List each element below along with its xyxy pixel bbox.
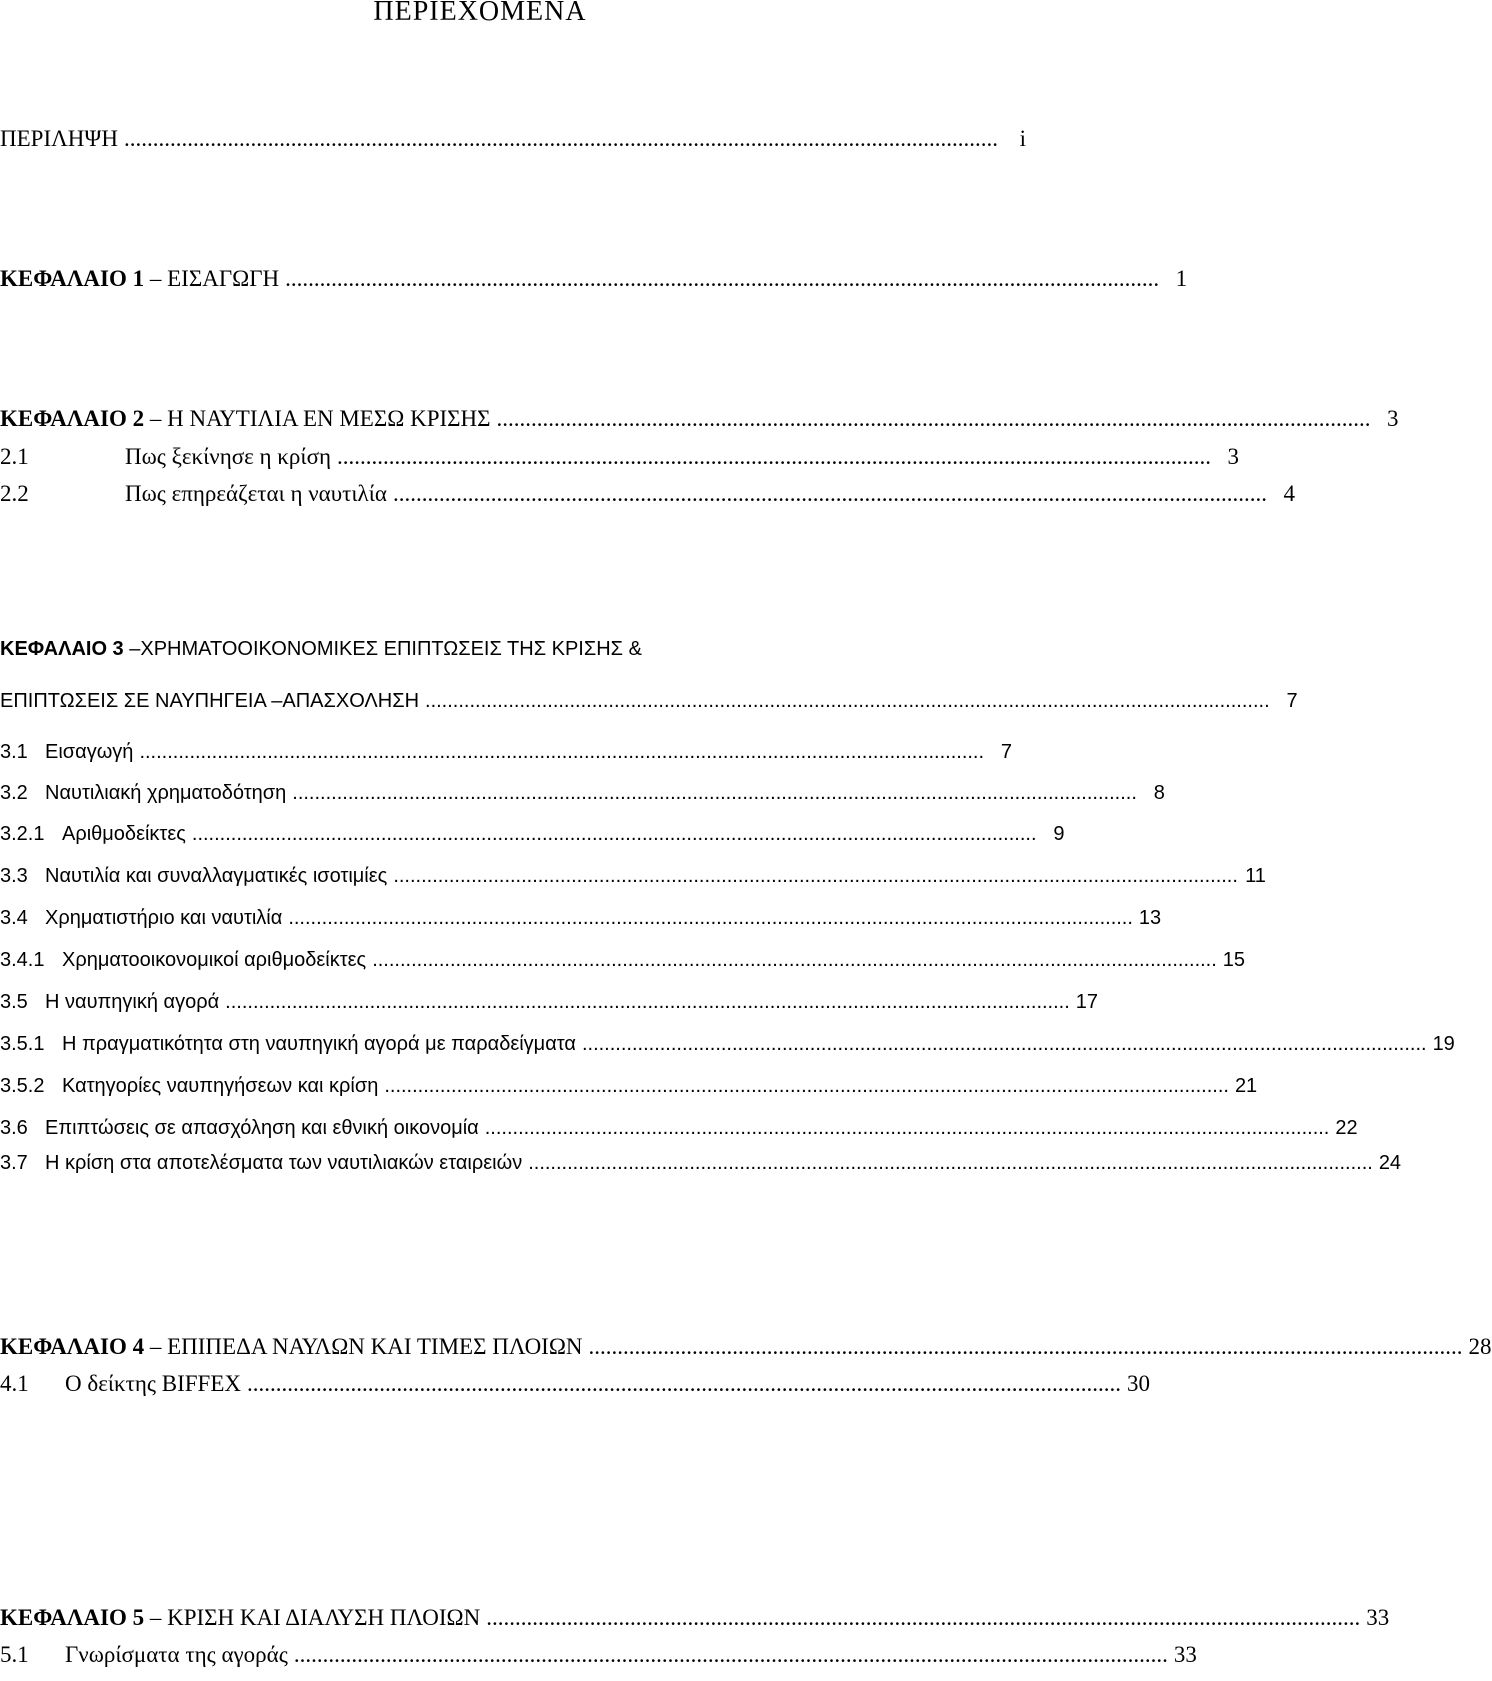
dot-leader: ........................................................................................................................................................ — [486, 1605, 1361, 1630]
dot-leader: ........................................................................................................................................................ — [588, 1334, 1463, 1359]
section-number: 3.5 — [0, 991, 28, 1013]
section-number: 3.7 — [0, 1152, 28, 1174]
dot-leader: ........................................................................................................................................................ — [191, 823, 1037, 845]
toc-page: 8 — [1153, 782, 1165, 804]
toc-entry-chapter-2[interactable] — [0, 406, 1399, 440]
toc-page: 7 — [1286, 690, 1298, 712]
toc-label — [0, 1334, 583, 1360]
toc-label: Πως ξεκίνησε η κρίση — [125, 444, 331, 469]
dot-leader: ........................................................................................................................................................ — [384, 1075, 1229, 1097]
chapter-number: ΚΕΦΑΛΑΙΟ 1 — [0, 266, 145, 291]
toc-page: 33 — [1366, 1605, 1390, 1630]
chapter-title: – ΚΡΙΣΗ ΚΑΙ ΔΙΑΛΥΣΗ ΠΛΟΙΩΝ — [144, 1605, 481, 1630]
toc-entry-chapter-1[interactable] — [0, 266, 1188, 300]
section-number: 3.3 — [0, 865, 28, 887]
toc-entry-chapter-5[interactable] — [0, 1605, 1390, 1639]
section-number: 3.1 — [0, 741, 28, 763]
toc-label — [0, 406, 491, 432]
section-number: 3.6 — [0, 1117, 28, 1139]
dot-leader: ........................................................................................................................................................ — [337, 444, 1211, 469]
toc-page: 19 — [1432, 1033, 1455, 1055]
section-number: 5.1 — [0, 1642, 29, 1667]
toc-page: i — [1019, 126, 1026, 151]
toc-entry-3-6[interactable] — [0, 1117, 1358, 1151]
toc-entry-3-4-1[interactable] — [0, 949, 1246, 983]
toc-label: Χρηματιστήριο και ναυτιλία — [45, 907, 283, 929]
toc-page: 11 — [1245, 865, 1266, 887]
dot-leader: ........................................................................................................................................................ — [496, 406, 1371, 431]
toc-label: Εισαγωγή — [45, 741, 134, 763]
toc-page: 3 — [1227, 444, 1239, 469]
toc-label: Η κρίση στα αποτελέσματα των ναυτιλιακών εταιρειών — [45, 1152, 523, 1174]
toc-page: 3 — [1387, 406, 1399, 431]
toc-page: 7 — [1000, 741, 1013, 763]
section-number: 3.2.1 — [0, 823, 45, 845]
toc-page: 24 — [1378, 1152, 1402, 1174]
toc-page: 21 — [1234, 1075, 1258, 1097]
toc-entry-2-1[interactable] — [0, 444, 1239, 478]
section-number: 3.2 — [0, 782, 28, 804]
dot-leader: ........................................................................................................................................................ — [372, 949, 1217, 971]
toc-label: Ναυτιλία και συναλλαγματικές ισοτιμίες — [45, 865, 388, 887]
toc-label: Πως επηρεάζεται η ναυτιλία — [125, 481, 387, 506]
section-number: 3.5.2 — [0, 1075, 45, 1097]
toc-page: 17 — [1075, 991, 1099, 1013]
section-number: 3.4.1 — [0, 949, 45, 971]
dot-leader: ........................................................................................................................................................ — [292, 782, 1137, 804]
chapter-number: ΚΕΦΑΛΑΙΟ 2 — [0, 406, 145, 431]
toc-entry-3-4[interactable] — [0, 907, 1162, 941]
chapter-number: ΚΕΦΑΛΑΙΟ 3 — [0, 638, 124, 660]
dot-leader: ........................................................................................................................................................ — [425, 690, 1270, 712]
dot-leader: ........................................................................................................................................................ — [484, 1117, 1330, 1139]
toc-label: ΕΠΙΠΤΩΣΕΙΣ ΣΕ ΝΑΥΠΗΓΕΙΑ –ΑΠΑΣΧΟΛΗΣΗ — [0, 690, 420, 712]
toc-label: Επιπτώσεις σε απασχόληση και εθνική οικονομία — [45, 1117, 479, 1139]
toc-label: Γνωρίσματα της αγοράς — [65, 1642, 288, 1667]
toc-entry-chapter-3-cont[interactable] — [0, 690, 1298, 724]
dot-leader: ........................................................................................................................................................ — [247, 1371, 1122, 1396]
dot-leader: ........................................................................................................................................................ — [123, 126, 998, 151]
toc-page: 4 — [1283, 481, 1295, 506]
section-number: 2.2 — [0, 481, 29, 506]
toc-label: Η πραγματικότητα στη ναυπηγική αγορά με παραδείγματα — [62, 1033, 576, 1055]
toc-entry-3-3[interactable] — [0, 865, 1266, 899]
dot-leader: ........................................................................................................................................................ — [392, 481, 1267, 506]
toc-label: ΠΕΡΙΛΗΨΗ — [0, 126, 118, 151]
chapter-title: –ΧΡΗΜΑΤΟΟΙΚΟΝΟΜΙΚΕΣ ΕΠΙΠΤΩΣΕΙΣ ΤΗΣ ΚΡΙΣΗΣ & — [123, 638, 642, 660]
dot-leader: ........................................................................................................................................................ — [293, 1642, 1168, 1667]
toc-page: 9 — [1053, 823, 1065, 845]
toc-label: Ο δείκτης BIFFEX — [65, 1371, 242, 1396]
dot-leader: ........................................................................................................................................................ — [581, 1033, 1427, 1055]
toc-label — [0, 266, 279, 292]
toc-entry-2-2[interactable] — [0, 481, 1295, 515]
dot-leader: ........................................................................................................................................................ — [393, 865, 1238, 887]
toc-entry-chapter-3[interactable] — [0, 638, 940, 672]
toc-page: 30 — [1127, 1371, 1151, 1396]
toc-entry-summary[interactable] — [0, 126, 1026, 160]
toc-label — [0, 1605, 480, 1631]
toc-page: 33 — [1173, 1642, 1197, 1667]
toc-label: Η ναυπηγική αγορά — [45, 991, 220, 1013]
toc-entry-3-5-1[interactable] — [0, 1033, 1455, 1067]
toc-page: 15 — [1222, 949, 1246, 971]
toc-page: 28 — [1468, 1334, 1492, 1359]
dot-leader: ........................................................................................................................................................ — [225, 991, 1070, 1013]
chapter-title: – Η ΝΑΥΤΙΛΙΑ ΕΝ ΜΕΣΩ ΚΡΙΣΗΣ — [144, 406, 491, 431]
toc-label: Αριθμοδείκτες — [62, 823, 186, 845]
section-number: 3.5.1 — [0, 1033, 45, 1055]
section-number: 3.4 — [0, 907, 28, 929]
chapter-title: – ΕΙΣΑΓΩΓΗ — [144, 266, 280, 291]
page-title: ΠΕΡΙΕΧΟΜΕΝΑ — [373, 0, 587, 27]
toc-entry-4-1[interactable] — [0, 1371, 1151, 1405]
toc-entry-3-7[interactable] — [0, 1152, 1402, 1186]
toc-label — [0, 638, 642, 661]
chapter-number: ΚΕΦΑΛΑΙΟ 5 — [0, 1605, 145, 1630]
toc-label: Ναυτιλιακή χρηματοδότηση — [45, 782, 287, 804]
toc-page: 22 — [1335, 1117, 1358, 1139]
toc-label: Κατηγορίες ναυπηγήσεων και κρίση — [62, 1075, 379, 1097]
dot-leader: ........................................................................................................................................................ — [528, 1152, 1373, 1174]
chapter-number: ΚΕΦΑΛΑΙΟ 4 — [0, 1334, 145, 1359]
toc-entry-chapter-4[interactable] — [0, 1334, 1492, 1368]
chapter-title: – ΕΠΙΠΕΔΑ ΝΑΥΛΩΝ ΚΑΙ ΤΙΜΕΣ ΠΛΟΙΩΝ — [144, 1334, 583, 1359]
toc-entry-5-1[interactable] — [0, 1642, 1197, 1676]
toc-page: 13 — [1138, 907, 1162, 929]
toc-entry-3-5-2[interactable] — [0, 1075, 1258, 1109]
section-number: 2.1 — [0, 444, 29, 469]
toc-entry-3-5[interactable] — [0, 991, 1099, 1025]
toc-label: Χρηματοοικονομικοί αριθμοδείκτες — [62, 949, 367, 971]
dot-leader: ........................................................................................................................................................ — [288, 907, 1133, 929]
toc-page: 1 — [1175, 266, 1188, 291]
toc-entry-3-2-1[interactable] — [0, 823, 1065, 857]
toc-entry-3-1[interactable] — [0, 741, 1013, 775]
section-number: 4.1 — [0, 1371, 29, 1396]
dot-leader: ........................................................................................................................................................ — [285, 266, 1160, 291]
toc-entry-3-2[interactable] — [0, 782, 1165, 816]
dot-leader: ........................................................................................................................................................ — [139, 741, 985, 763]
